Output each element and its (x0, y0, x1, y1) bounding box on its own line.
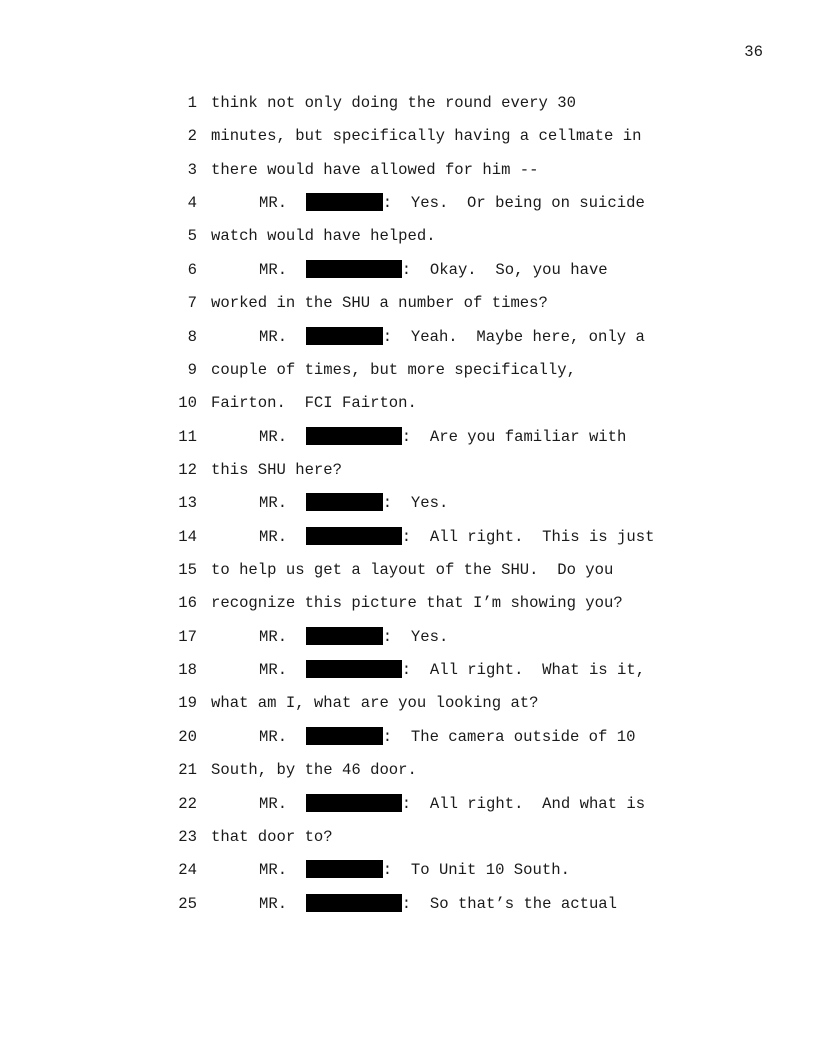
speaker-statement: : All right. And what is (401, 794, 646, 813)
line-number: 15 (178, 561, 197, 580)
redacted-name-block (306, 860, 383, 878)
transcript-line (0, 560, 816, 593)
line-text: what am I, what are you looking at? (211, 694, 539, 713)
line-number: 24 (178, 861, 197, 880)
speaker-prefix: MR. (259, 194, 288, 213)
speaker-prefix: MR. (259, 861, 288, 880)
transcript-line (0, 193, 816, 226)
speaker-line-text (259, 260, 608, 280)
speaker-line-text (259, 794, 645, 814)
speaker-prefix: MR. (259, 327, 288, 346)
transcript-line (0, 493, 816, 526)
line-number: 11 (178, 427, 197, 446)
line-text: there would have allowed for him -- (211, 160, 539, 179)
line-number: 21 (178, 761, 197, 780)
transcript-line (0, 894, 816, 927)
transcript-line (0, 226, 816, 259)
line-number: 12 (178, 460, 197, 479)
speaker-line-text (259, 727, 635, 747)
line-number: 25 (178, 894, 197, 913)
redacted-name-block (306, 660, 402, 678)
redacted-name-block (306, 794, 402, 812)
transcript-line (0, 260, 816, 293)
line-number: 23 (178, 827, 197, 846)
redacted-name-block (306, 493, 383, 511)
transcript-line (0, 860, 816, 893)
speaker-prefix: MR. (259, 627, 288, 646)
line-number: 4 (187, 194, 197, 213)
line-text: South, by the 46 door. (211, 761, 417, 780)
redacted-name-block (306, 894, 402, 912)
speaker-statement: : The camera outside of 10 (382, 727, 636, 746)
speaker-line-text (259, 627, 448, 647)
line-number: 20 (178, 727, 197, 746)
line-number: 16 (178, 594, 197, 613)
transcript-line (0, 593, 816, 626)
speaker-prefix: MR. (259, 894, 288, 913)
transcript-line (0, 126, 816, 159)
speaker-prefix: MR. (259, 527, 288, 546)
speaker-statement: : So that’s the actual (401, 894, 618, 913)
speaker-line-text (259, 894, 617, 914)
line-number: 7 (187, 294, 197, 313)
speaker-statement: : Yes. Or being on suicide (382, 194, 645, 213)
speaker-line-text (259, 860, 570, 880)
line-text: couple of times, but more specifically, (211, 360, 576, 379)
transcript-line (0, 327, 816, 360)
speaker-prefix: MR. (259, 427, 288, 446)
transcript-line (0, 760, 816, 793)
transcript-line (0, 794, 816, 827)
speaker-prefix: MR. (259, 794, 288, 813)
line-text: recognize this picture that I’m showing you? (211, 594, 623, 613)
speaker-line-text (259, 427, 626, 447)
transcript-line (0, 427, 816, 460)
line-number: 6 (187, 260, 197, 279)
line-text: minutes, but specifically having a cellmate in (211, 127, 642, 146)
speaker-line-text (259, 660, 645, 680)
page-number: 36 (744, 43, 763, 61)
speaker-statement: : Yes. (382, 627, 449, 646)
transcript-line (0, 727, 816, 760)
line-text: worked in the SHU a number of times? (211, 294, 548, 313)
line-text: watch would have helped. (211, 227, 436, 246)
line-number: 22 (178, 794, 197, 813)
speaker-line-text (259, 493, 448, 513)
transcript-line (0, 393, 816, 426)
line-number: 14 (178, 527, 197, 546)
transcript-body (0, 93, 816, 927)
transcript-line (0, 160, 816, 193)
line-text: Fairton. FCI Fairton. (211, 394, 417, 413)
speaker-line-text (259, 527, 654, 547)
redacted-name-block (306, 327, 383, 345)
redacted-name-block (306, 260, 402, 278)
speaker-line-text (259, 327, 645, 347)
transcript-line (0, 360, 816, 393)
line-number: 1 (187, 94, 197, 112)
speaker-statement: : All right. What is it, (401, 661, 646, 680)
line-number: 13 (178, 494, 197, 513)
speaker-prefix: MR. (259, 661, 288, 680)
speaker-prefix: MR. (259, 727, 288, 746)
line-number: 5 (187, 227, 197, 246)
transcript-line (0, 527, 816, 560)
speaker-statement: : Are you familiar with (401, 427, 627, 446)
line-number: 8 (187, 327, 197, 346)
transcript-line (0, 93, 816, 126)
speaker-statement: : Yeah. Maybe here, only a (382, 327, 645, 346)
line-text: that door to? (211, 827, 333, 846)
speaker-prefix: MR. (259, 494, 288, 513)
line-number: 19 (178, 694, 197, 713)
speaker-statement: : Okay. So, you have (401, 260, 608, 279)
transcript-line (0, 827, 816, 860)
line-number: 10 (178, 394, 197, 413)
redacted-name-block (306, 193, 383, 211)
line-number: 17 (178, 627, 197, 646)
speaker-prefix: MR. (259, 260, 288, 279)
speaker-statement: : All right. This is just (401, 527, 655, 546)
speaker-line-text (259, 193, 645, 213)
line-number: 3 (187, 160, 197, 179)
line-number: 9 (187, 360, 197, 379)
transcript-line (0, 460, 816, 493)
line-text: this SHU here? (211, 460, 343, 479)
redacted-name-block (306, 627, 383, 645)
transcript-line (0, 660, 816, 693)
speaker-statement: : To Unit 10 South. (382, 861, 570, 880)
transcript-line (0, 627, 816, 660)
redacted-name-block (306, 727, 383, 745)
redacted-name-block (306, 427, 402, 445)
line-number: 2 (187, 127, 197, 146)
line-number: 18 (178, 661, 197, 680)
transcript-line (0, 293, 816, 326)
redacted-name-block (306, 527, 402, 545)
transcript-line (0, 693, 816, 726)
line-text: to help us get a layout of the SHU. Do you (211, 561, 614, 580)
line-text: think not only doing the round every 30 (211, 94, 576, 112)
speaker-statement: : Yes. (382, 494, 449, 513)
